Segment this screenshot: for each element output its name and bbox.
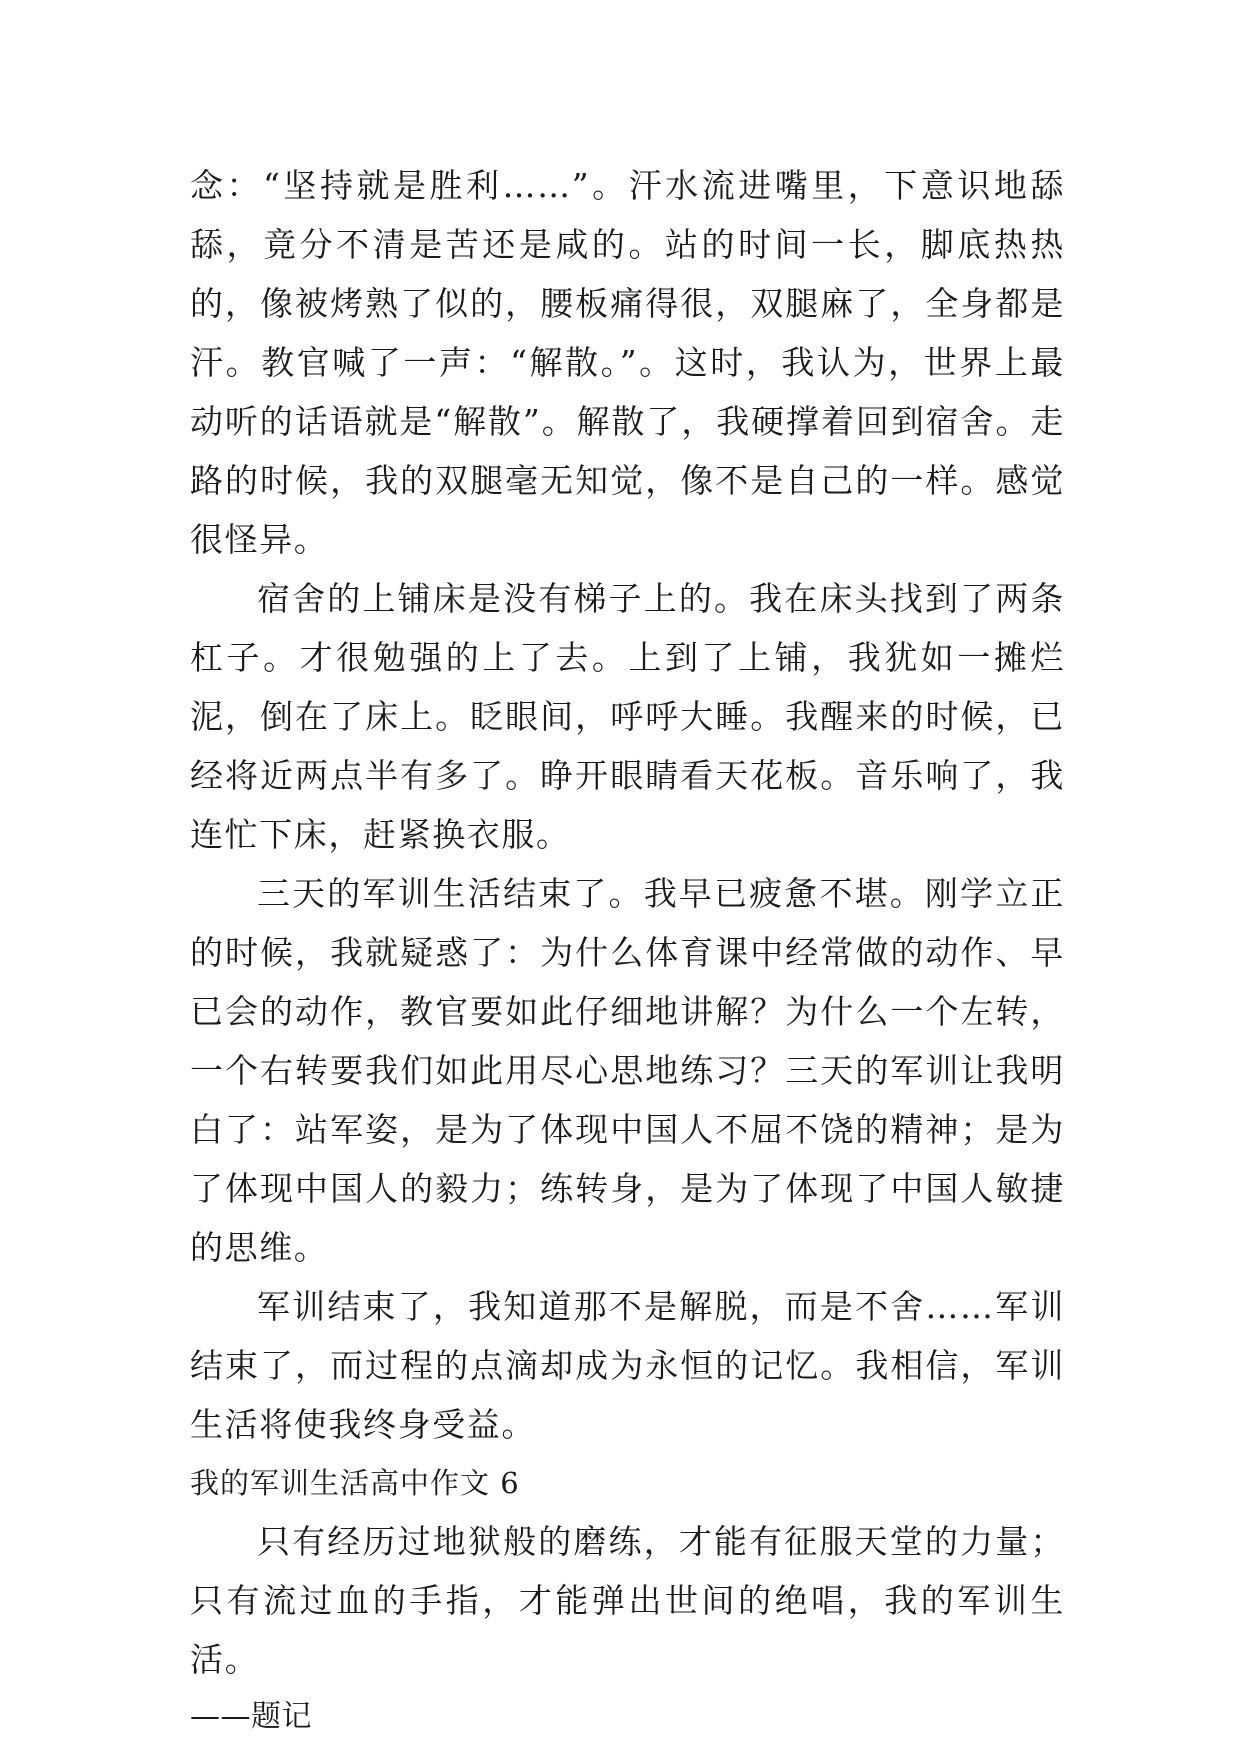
essay-heading: 我的军训生活高中作文 6 [190, 1466, 520, 1500]
paragraph-dormitory: 宿舍的上铺床是没有梯子上的。我在床头找到了两条杠子。才很勉强的上了去。上到了上铺，我犹如一摊烂泥，倒在了床上。眨眼间，呼呼大睡。我醒来的时候，已经将近两点半有多了。睁开眼睛看天花板。音乐响了，我连忙下床，赶紧换衣服。 [190, 579, 1065, 854]
paragraph-conclusion: 军训结束了，我知道那不是解脱，而是不舍……军训结束了，而过程的点滴却成为永恒的记忆。我相信，军训生活将使我终身受益。 [190, 1287, 1065, 1444]
epigraph-paragraph: 只有经历过地狱般的磨练，才能有征服天堂的力量；只有流过血的手指，才能弹出世间的绝唱，我的军训生活。 [190, 1522, 1065, 1679]
document-body [190, 156, 1065, 1745]
paragraph-training-end: 三天的军训生活结束了。我早已疲惫不堪。刚学立正的时候，我就疑惑了：为什么体育课中经常做的动作、早已会的动作，教官要如此仔细地讲解？为什么一个左转，一个右转要我们如此用尽心思地练习？三天的军训让我明白了：站军姿，是为了体现中国人不屈不饶的精神；是为了体现中国人的毅力；练转身，是为了体现了中国人敏捷的思维。 [190, 874, 1065, 1267]
epigraph-signoff: ——题记 [190, 1699, 312, 1734]
paragraph-continued: 念：“坚持就是胜利……”。汗水流进嘴里，下意识地舔舔，竟分不清是苦还是咸的。站的时间一长，脚底热热的，像被烤熟了似的，腰板痛得很，双腿麻了，全身都是汗。教官喊了一声：“解散。”。这时，我认为，世界上最动听的话语就是“解散”。解散了，我硬撑着回到宿舍。走路的时候，我的双腿毫无知觉，像不是自己的一样。感觉很怪异。 [190, 166, 1065, 559]
